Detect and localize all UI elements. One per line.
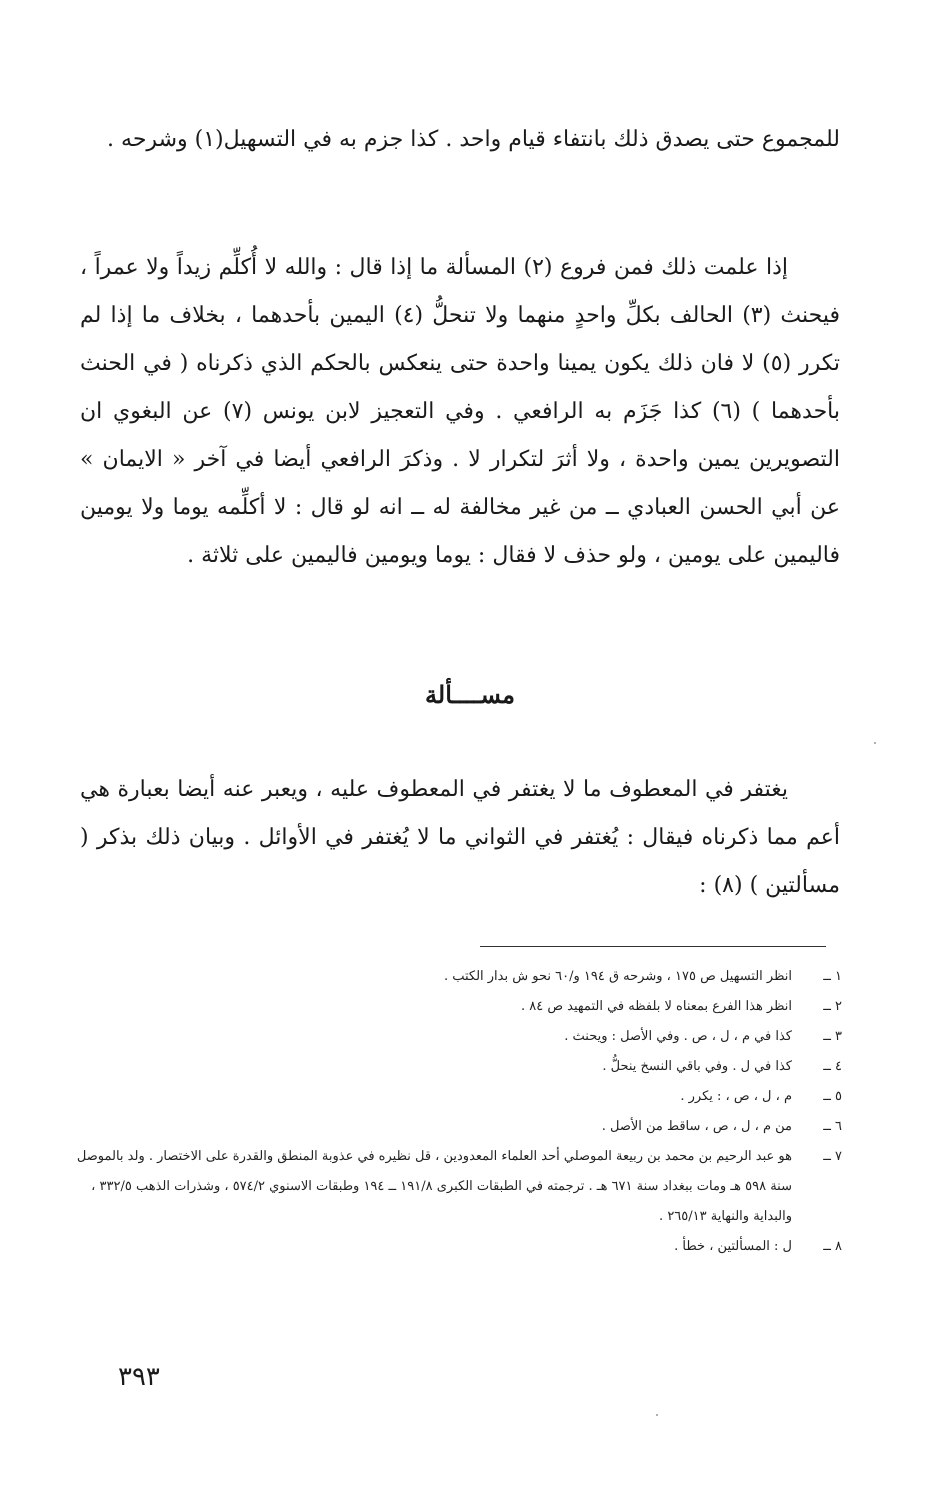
footnotes-list (60, 962, 842, 1262)
footnote-item (60, 962, 842, 992)
footnote-text: انظر التسهيل ص ١٧٥ ، وشرحه ق ١٩٤ و/٦٠ نحو ش بدار الكتب . (443, 969, 792, 984)
paragraph-issue: يغتفر في المعطوف ما لا يغتفر في المعطوف عليه ، ويعبر عنه أيضا بعبارة هي أعم مما ذكرناه فيقال : يُغتفر في الثواني ما لا يُغتفر في الأوائل . وبيان ذلك بذكر ( مسألتين ) (٨) : (80, 777, 840, 898)
footnote-text: من م ، ل ، ص ، ساقط من الأصل . (601, 1119, 792, 1134)
footnote-number: ٥ ــ (823, 1089, 842, 1104)
footnote-item (60, 1082, 842, 1112)
page-number: ٣٩٣ (118, 1362, 160, 1392)
footnote-item (60, 1052, 842, 1082)
footnote-item (60, 992, 842, 1022)
footnote-text: م ، ل ، ص ، : يكرر . (680, 1089, 792, 1104)
footnote-text: ل : المسألتين ، خطأ . (674, 1239, 792, 1254)
footnote-number: ٧ ــ (823, 1149, 842, 1164)
footnote-item (60, 1142, 842, 1232)
scan-speck (874, 742, 876, 744)
footnote-number: ٦ ــ (823, 1119, 842, 1134)
footnote-item (60, 1112, 842, 1142)
footnote-item (60, 1232, 842, 1262)
footnote-divider (480, 946, 826, 947)
footnote-text: كذا في ل . وفي باقي النسخ ينحلُّ . (602, 1059, 792, 1074)
footnote-number: ٨ ــ (823, 1239, 842, 1254)
footnote-text: هو عبد الرحيم بن محمد بن ربيعة الموصلي أحد العلماء المعدودين ، قل نظيره في عذوبة المنطق والقدرة على الاختصار . ولد بالموصل سنة ٥٩٨ هـ ومات ببغداد سنة ٦٧١ هـ . ترجمته في الطبقات الكبرى ١٩١/٨ ــ ١٩٤ وطبقات الاسنوي ٥٧٤/٢ ، وشذرات الذهب ٣٣٢/٥ ، والبداية والنهاية ٢٦٥/١٣ . (76, 1149, 792, 1224)
footnote-number: ١ ــ (823, 969, 842, 984)
footnote-text: كذا في م ، ل ، ص . وفي الأصل : ويحنث . (564, 1029, 792, 1044)
footnote-number: ٣ ــ (823, 1029, 842, 1044)
paragraph-main: إذا علمت ذلك فمن فروع (٢) المسألة ما إذا قال : والله لا أُكلِّم زيداً ولا عمراً ، فيحنث (٣) الحالف بكلِّ واحدٍ منهما ولا تنحلُّ (٤) اليمين بأحدهما ، بخلاف ما إذا لم تكرر (٥) لا فان ذلك يكون يمينا واحدة حتى ينعكس بالحكم الذي ذكرناه ( في الحنث بأحدهما ) (٦) كذا جَزَم به الرافعي . وفي التعجيز لابن يونس (٧) عن البغوي ان التصويرين يمين واحدة ، ولا أثرَ لتكرار لا . وذكرَ الرافعي أيضا في آخر « الايمان » عن أبي الحسن العبادي ــ من غير مخالفة له ــ انه لو قال : لا أكلِّمه يوما ولا يومين فاليمين على يومين ، ولو حذف لا فقال : يوما ويومين فاليمين على ثلاثة . (80, 255, 841, 568)
footnote-number: ٢ ــ (823, 999, 842, 1014)
scan-speck (656, 1414, 658, 1416)
footnote-item (60, 1022, 842, 1052)
section-heading: مســــألة (425, 680, 515, 709)
footnote-number: ٤ ــ (823, 1059, 842, 1074)
paragraph-top: للمجموع حتى يصدق ذلك بانتفاء قيام واحد . كذا جزم به في التسهيل(١) وشرحه . (107, 127, 840, 152)
footnote-text: انظر هذا الفرع بمعناه لا بلفظه في التمهيد ص ٨٤ . (520, 999, 792, 1014)
